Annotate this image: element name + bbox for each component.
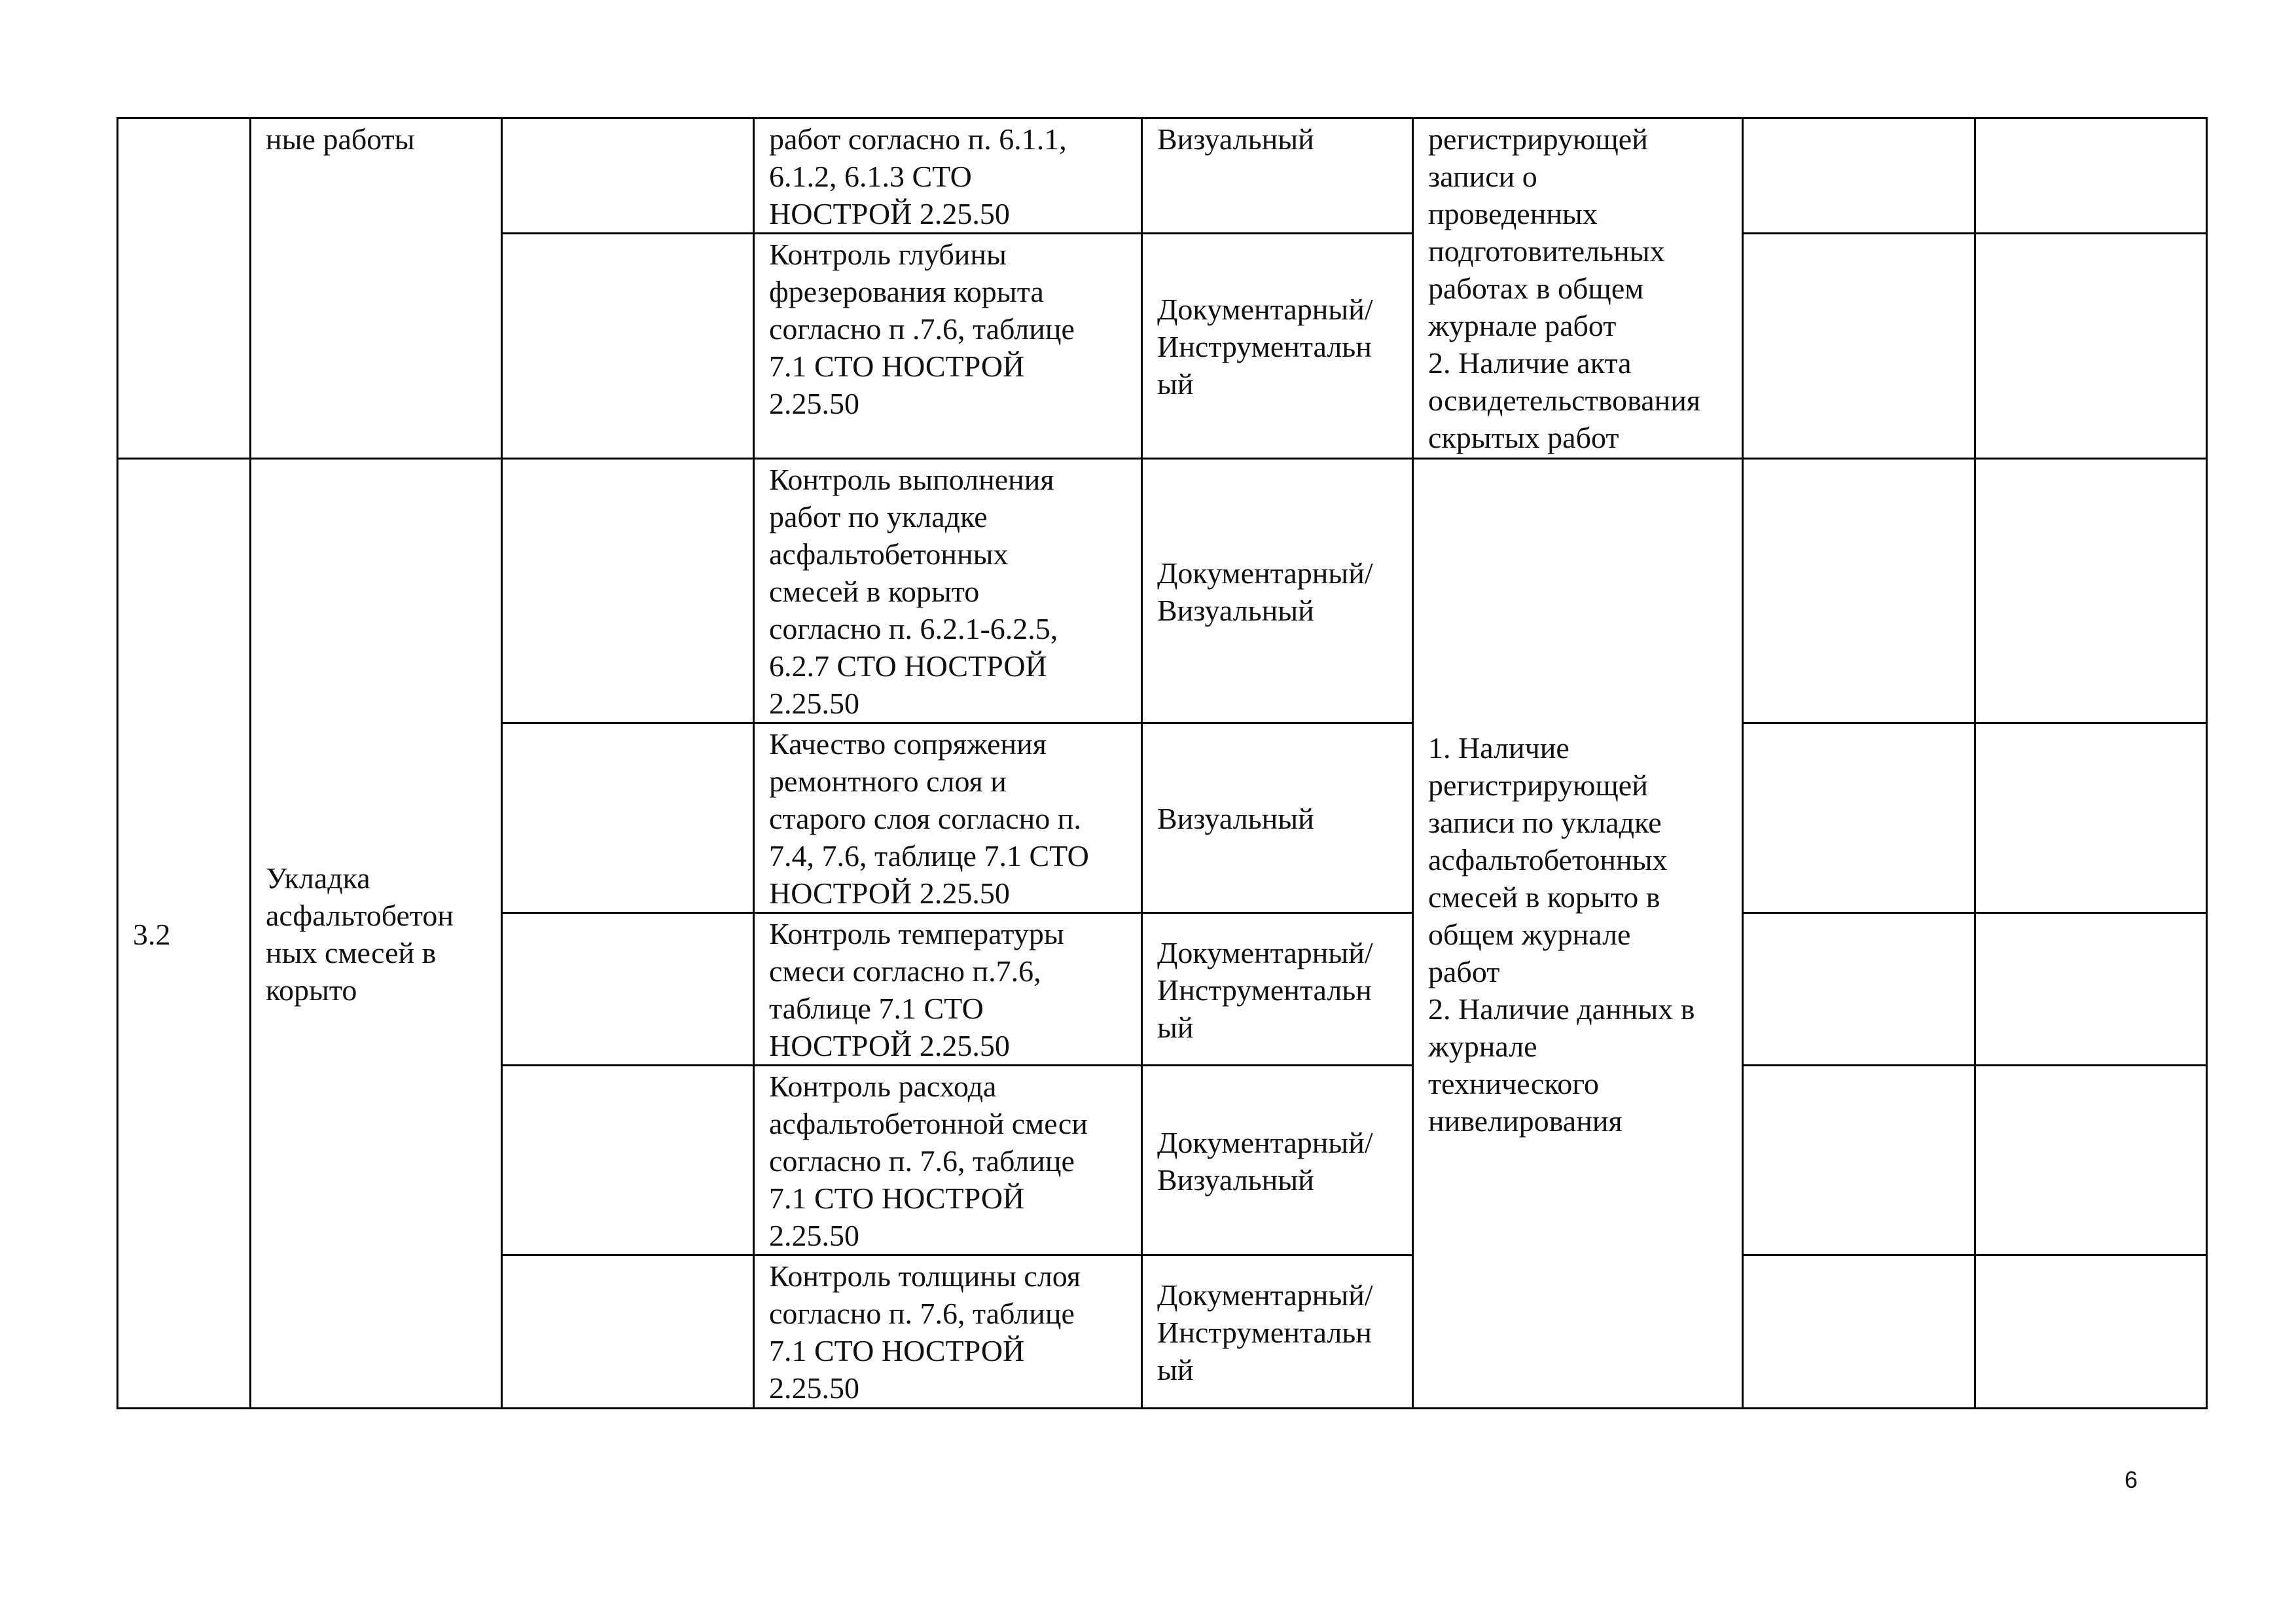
cell-extra-2 (1975, 234, 2207, 459)
cell-control: Контроль толщины слоя согласно п. 7.6, таблице 7.1 СТО НОСТРОЙ 2.25.50 (754, 1255, 1142, 1409)
cell-stage: Укладка асфальтобетон ных смесей в корыто (251, 459, 502, 1409)
cell-method: Документарный/ Визуальный (1142, 1066, 1413, 1255)
cell-control: работ согласно п. 6.1.1, 6.1.2, 6.1.3 СТО НОСТРОЙ 2.25.50 (754, 118, 1142, 234)
cell-method: Визуальный (1142, 723, 1413, 913)
cell-extra-2 (1975, 459, 2207, 723)
cell-doc (502, 234, 754, 459)
cell-extra-1 (1743, 459, 1975, 723)
cell-extra-1 (1743, 234, 1975, 459)
control-table (117, 117, 2208, 1409)
cell-result: 1. Наличие регистрирующей записи по укладке асфальтобетонных смесей в корыто в общем журнале работ 2. Наличие данных в журнале технического нивелирования (1413, 459, 1743, 1409)
cell-num: 3.2 (118, 459, 251, 1409)
cell-doc (502, 1255, 754, 1409)
cell-control: Качество сопряжения ремонтного слоя и старого слоя согласно п. 7.4, 7.6, таблице 7.1 СТО НОСТРОЙ 2.25.50 (754, 723, 1142, 913)
table-row (118, 459, 2207, 723)
cell-doc (502, 1066, 754, 1255)
cell-method: Документарный/ Инструментальн ый (1142, 1255, 1413, 1409)
cell-doc (502, 723, 754, 913)
cell-method: Визуальный (1142, 118, 1413, 234)
cell-extra-2 (1975, 1255, 2207, 1409)
cell-method: Документарный/ Инструментальн ый (1142, 234, 1413, 459)
cell-method: Документарный/ Визуальный (1142, 459, 1413, 723)
cell-result: регистрирующей записи о проведенных подготовительных работах в общем журнале работ 2. Наличие акта освидетельствования скрытых работ (1413, 118, 1743, 459)
cell-extra-2 (1975, 913, 2207, 1066)
cell-stage: ные работы (251, 118, 502, 459)
cell-method: Документарный/ Инструментальн ый (1142, 913, 1413, 1066)
cell-doc (502, 118, 754, 234)
cell-num (118, 118, 251, 459)
cell-extra-1 (1743, 1255, 1975, 1409)
cell-doc (502, 459, 754, 723)
page-number: 6 (2125, 1466, 2138, 1493)
cell-doc (502, 913, 754, 1066)
cell-extra-1 (1743, 723, 1975, 913)
table-row (118, 118, 2207, 234)
cell-extra-1 (1743, 913, 1975, 1066)
cell-control: Контроль глубины фрезерования корыта согласно п .7.6, таблице 7.1 СТО НОСТРОЙ 2.25.50 (754, 234, 1142, 459)
cell-extra-1 (1743, 1066, 1975, 1255)
cell-control: Контроль температуры смеси согласно п.7.6, таблице 7.1 СТО НОСТРОЙ 2.25.50 (754, 913, 1142, 1066)
cell-control: Контроль выполнения работ по укладке асфальтобетонных смесей в корыто согласно п. 6.2.1-6.2.5, 6.2.7 СТО НОСТРОЙ 2.25.50 (754, 459, 1142, 723)
cell-control: Контроль расхода асфальтобетонной смеси согласно п. 7.6, таблице 7.1 СТО НОСТРОЙ 2.25.50 (754, 1066, 1142, 1255)
cell-extra-1 (1743, 118, 1975, 234)
cell-extra-2 (1975, 1066, 2207, 1255)
cell-extra-2 (1975, 118, 2207, 234)
cell-extra-2 (1975, 723, 2207, 913)
